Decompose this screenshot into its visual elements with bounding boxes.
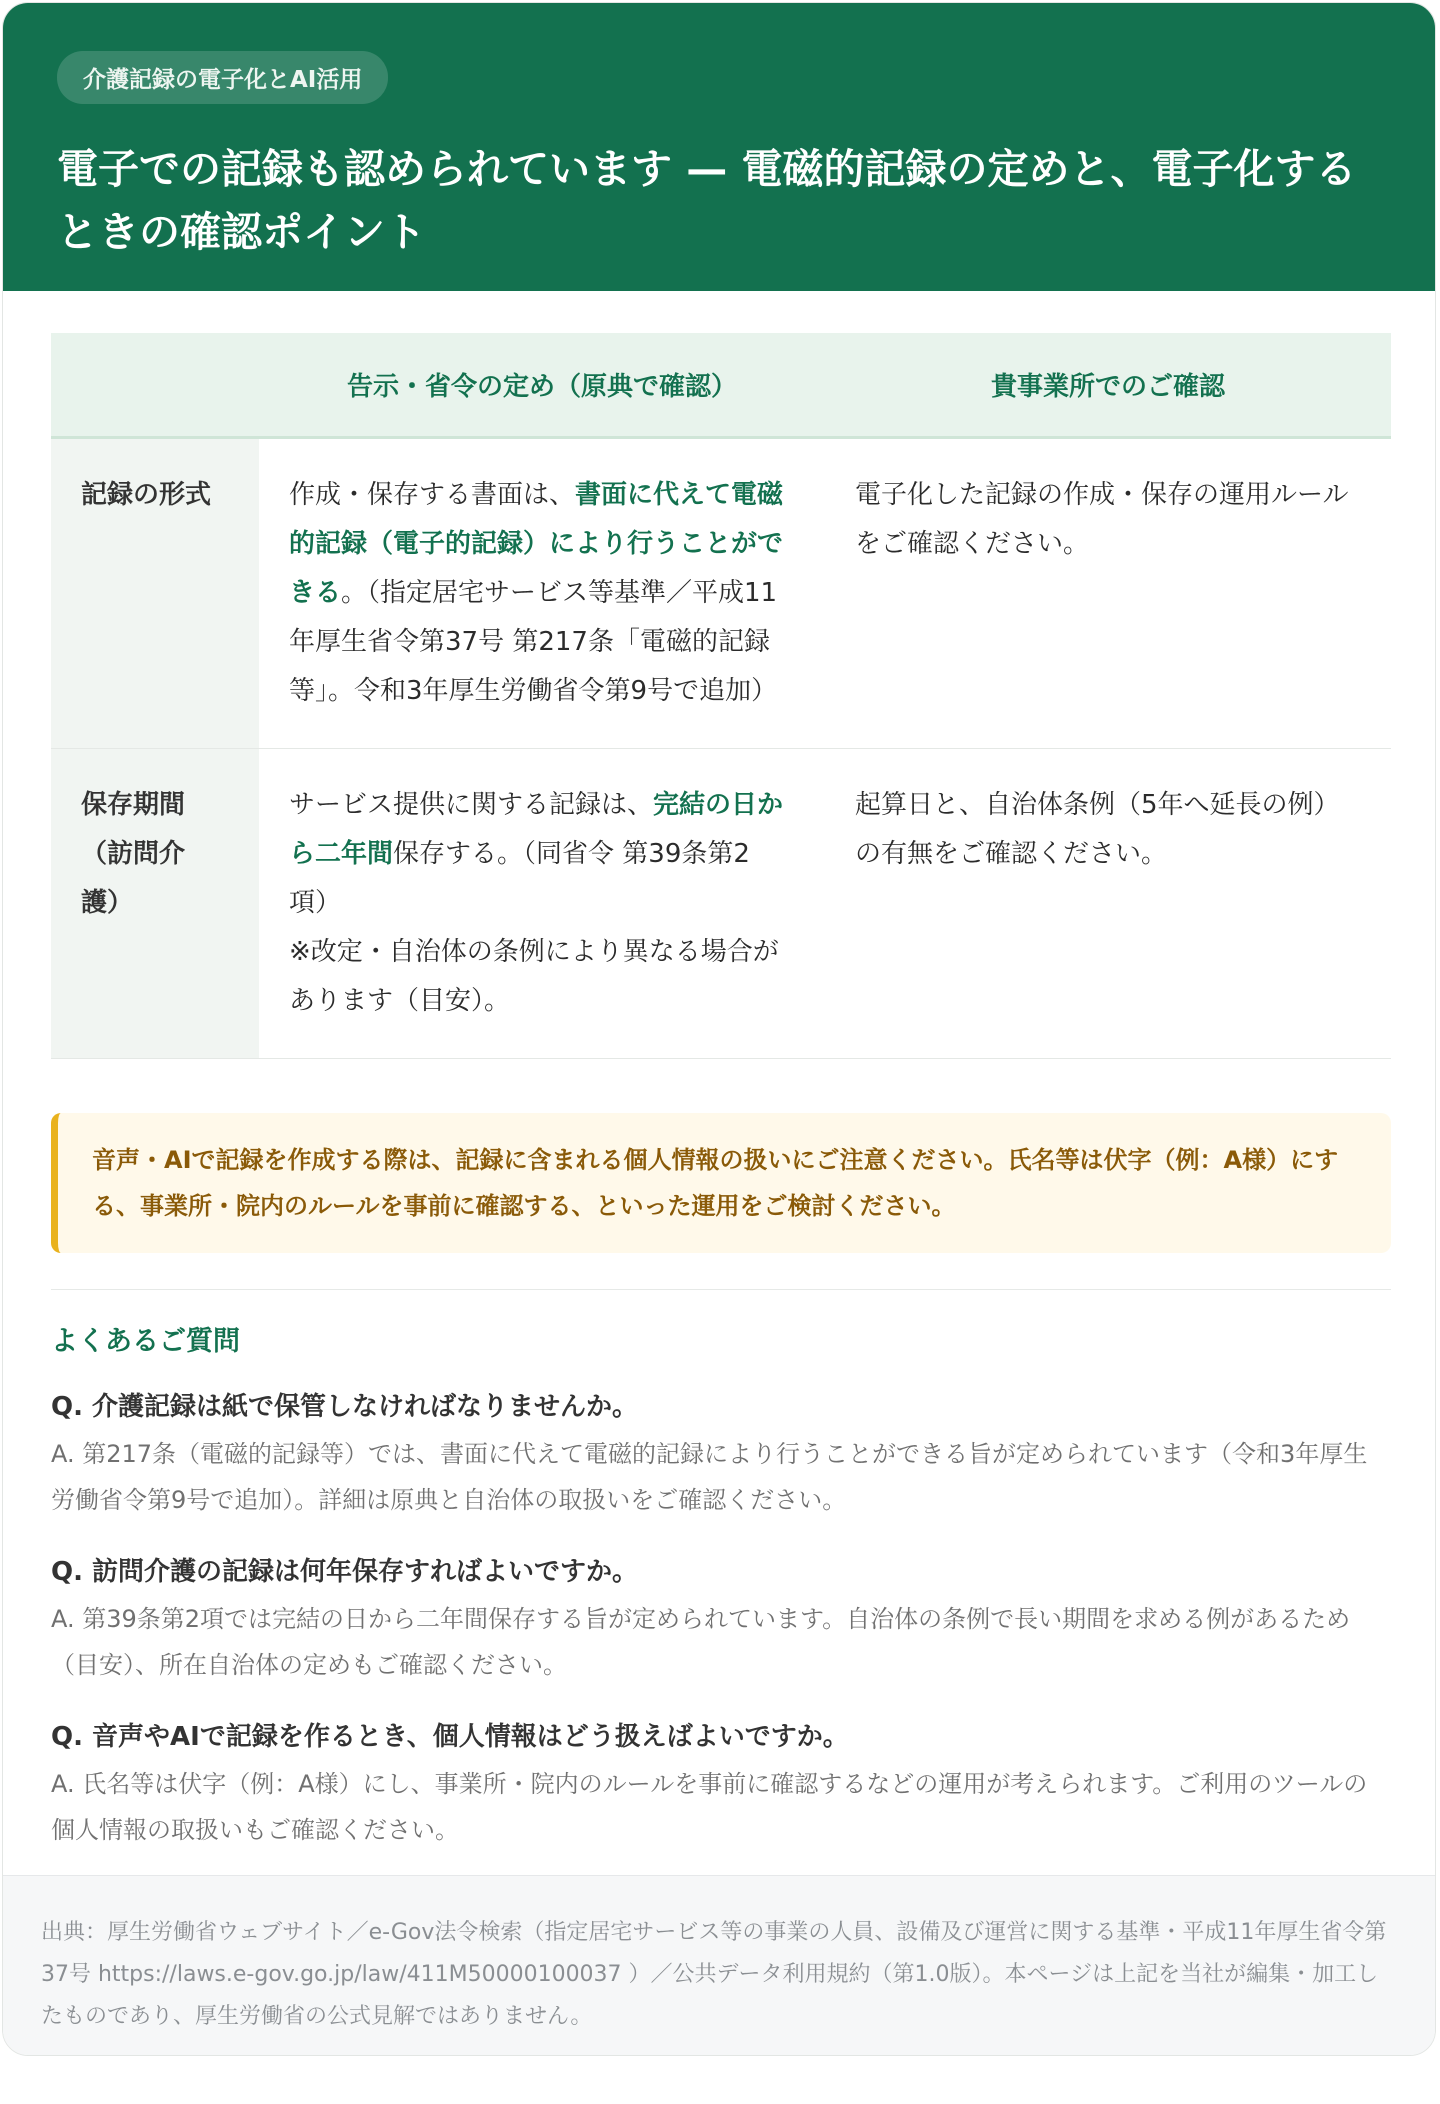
- table-header-office: 貴事業所でのご確認: [825, 333, 1391, 437]
- row-label: 記録の形式: [51, 437, 259, 748]
- faq-question: Q. 訪問介護の記録は何年保存すればよいですか。: [51, 1557, 639, 1587]
- divider: [51, 1289, 1391, 1290]
- faq-answer: A. 氏名等は伏字（例：A様）にし、事業所・院内のルールを事前に確認するなどの運用が考えられます。ご利用のツールの個人情報の取扱いもご確認ください。: [51, 1770, 1368, 1844]
- law-highlight: 書面に代えて電磁的記録（電子的記録）により行うことができる: [289, 479, 784, 608]
- faq-answer: A. 第217条（電磁的記録等）では、書面に代えて電磁的記録により行うことができる旨が定められています（令和3年厚生労働省令第9号で追加）。詳細は原典と自治体の取扱いをご確認ください。: [51, 1440, 1368, 1514]
- office-cell: 起算日と、自治体条例（5年へ延長の例）の有無をご確認ください。: [855, 789, 1340, 869]
- table-header-law: 告示・省令の定め（原典で確認）: [259, 333, 825, 437]
- faq-item: [51, 1551, 1391, 1688]
- law-cell: [259, 437, 825, 748]
- faq-item: [51, 1386, 1391, 1523]
- article-card: [2, 2, 1436, 2056]
- row-label: 保存期間（訪問介護）: [51, 748, 259, 1058]
- law-citation: 保存する。（同省令 第39条第2項）: [289, 838, 750, 918]
- law-cell: [259, 748, 825, 1058]
- table-row: [51, 437, 1391, 748]
- faq-answer: A. 第39条第2項では完結の日から二年間保存する旨が定められています。自治体の条例で長い期間を求める例があるため（目安）、所在自治体の定めもご確認ください。: [51, 1605, 1351, 1679]
- table-row: [51, 748, 1391, 1058]
- faq-section: [51, 1319, 1391, 1881]
- faq-question: Q. 介護記録は紙で保管しなければなりませんか。: [51, 1392, 639, 1422]
- office-cell: 電子化した記録の作成・保存の運用ルールをご確認ください。: [855, 479, 1349, 559]
- category-badge: 介護記録の電子化とAI活用: [57, 51, 388, 104]
- page-title: 電子での記録も認められています — 電磁的記録の定めと、電子化するときの確認ポイント: [57, 145, 1357, 256]
- faq-title: よくあるご質問: [51, 1326, 240, 1357]
- law-text: サービス提供に関する記録は、: [289, 789, 654, 820]
- faq-question: Q. 音声やAIで記録を作るとき、個人情報はどう扱えばよいですか。: [51, 1722, 849, 1752]
- faq-item: [51, 1716, 1391, 1853]
- source-footer: 出典：厚生労働省ウェブサイト／e-Gov法令検索（指定居宅サービス等の事業の人員、設備及び運営に関する基準・平成11年厚生省令第37号 https://laws.e-gov.go.jp/law/411M50000100037 ）／公共データ利用規約（第1.0版）。本ページは上記を当社が編集・加工したものであり、厚生労働省の公式見解ではありません。: [3, 1875, 1436, 2056]
- law-highlight: 完結の日から二年間: [289, 789, 784, 869]
- law-note: ※改定・自治体の条例により異なる場合があります（目安）。: [289, 936, 779, 1016]
- privacy-notice: 音声・AIで記録を作成する際は、記録に含まれる個人情報の扱いにご注意ください。氏名等は伏字（例：A様）にする、事業所・院内のルールを事前に確認する、といった運用をご検討ください。: [51, 1113, 1391, 1253]
- law-citation: 。（指定居宅サービス等基準／平成11年厚生省令第37号 第217条「電磁的記録等」。令和3年厚生労働省令第9号で追加）: [289, 577, 778, 706]
- table-header-blank: [51, 333, 259, 437]
- comparison-table: [51, 333, 1391, 1059]
- law-text: 作成・保存する書面は、: [289, 479, 576, 510]
- header: [3, 3, 1435, 291]
